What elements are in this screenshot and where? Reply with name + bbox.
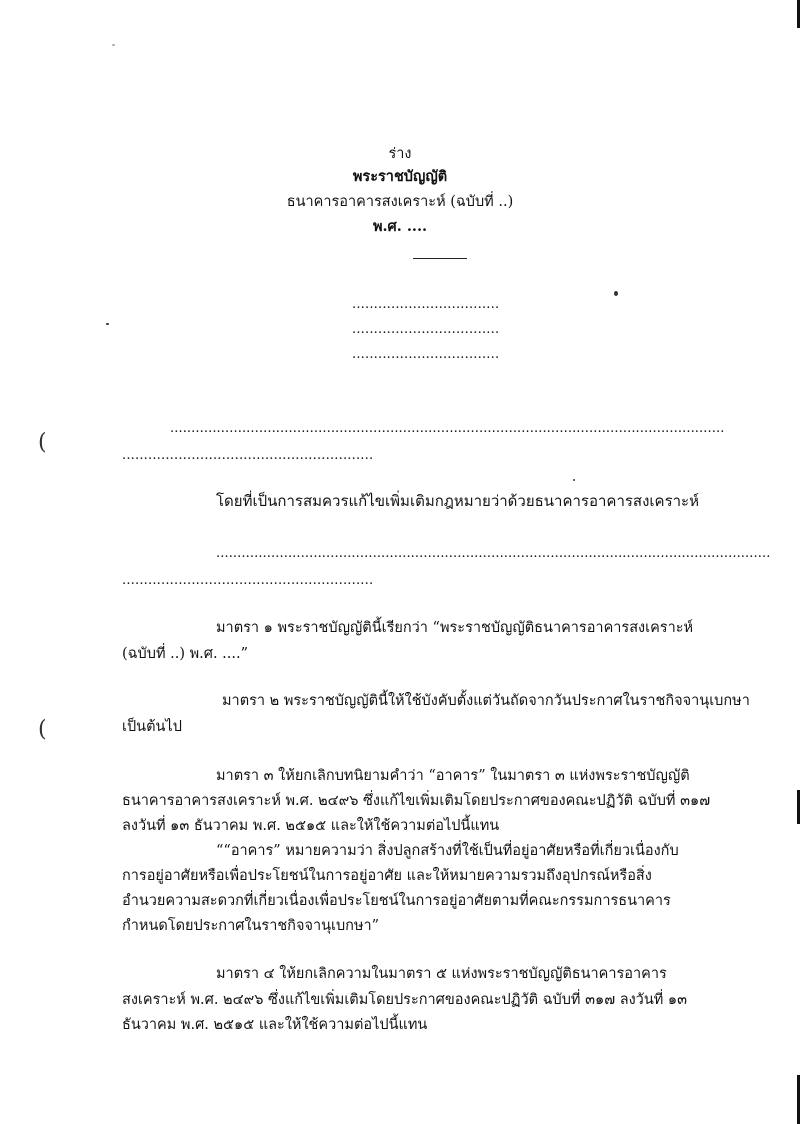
section-4-line-2: สงเคราะห์ พ.ศ. ๒๔๙๖ ซึ่งแก้ไขเพิ่มเติมโดยประกาศของคณะปฏิวัติ ฉบับที่ ๓๑๗ ลงวันที่ ๑๓	[122, 992, 688, 1008]
preamble-line-2: ..........................................................	[122, 448, 374, 463]
scan-speck	[106, 323, 109, 325]
section-3-line-6: อำนวยความสะดวกที่เกี่ยวเนื่องเพื่อประโยชน์ในการอยู่อาศัยตามที่คณะกรรมการธนาคาร	[122, 893, 671, 909]
section-4-line-1: มาตรา ๔ ให้ยกเลิกความในมาตรา ๕ แห่งพระราชบัญญัติธนาคารอาคาร	[216, 966, 667, 982]
section-3-line-3: ลงวันที่ ๑๓ ธันวาคม พ.ศ. ๒๕๑๕ และให้ใช้ความต่อไปนี้แทน	[122, 818, 500, 834]
preamble-line-4: ..........................................................	[122, 573, 374, 588]
section-2-line-2: เป็นต้นไป	[122, 719, 182, 735]
scan-speck	[614, 291, 618, 296]
signature-line-3: ..................................	[352, 347, 500, 362]
section-3-line-4: ““อาคาร” หมายความว่า สิ่งปลูกสร้างที่ใช้เป็นที่อยู่อาศัยหรือที่เกี่ยวเนื่องกับ	[216, 843, 679, 859]
act-title: พระราชบัญญัติ	[352, 168, 448, 185]
preamble-reason: โดยที่เป็นการสมควรแก้ไขเพิ่มเติมกฎหมายว่าด้วยธนาคารอาคารสงเคราะห์	[216, 492, 699, 510]
act-subtitle: ธนาคารอาคารสงเคราะห์ (ฉบับที่ ..)	[286, 194, 514, 210]
act-year: พ.ศ. ....	[372, 218, 428, 235]
scan-mark-paren-1: (	[38, 430, 47, 455]
title-divider	[413, 258, 467, 259]
scan-speck	[573, 479, 575, 481]
signature-line-2: ..................................	[352, 322, 500, 337]
section-3-line-1: มาตรา ๓ ให้ยกเลิกบทนิยามคำว่า “อาคาร” ในมาตรา ๓ แห่งพระราชบัญญัติ	[216, 768, 690, 784]
section-3-line-7: กำหนดโดยประกาศในราชกิจจานุเบกษา”	[122, 918, 380, 934]
section-3-line-2: ธนาคารอาคารสงเคราะห์ พ.ศ. ๒๔๙๖ ซึ่งแก้ไขเพิ่มเติมโดยประกาศของคณะปฏิวัติ ฉบับที่ ๓๑๗	[122, 793, 711, 809]
preamble-line-3: ...................................................................................................................................	[216, 546, 771, 561]
section-3-line-5: การอยู่อาศัยหรือเพื่อประโยชน์ในการอยู่อาศัย และให้หมายความรวมถึงอุปกรณ์หรือสิ่ง	[122, 868, 652, 884]
section-1-line-1: มาตรา ๑ พระราชบัญญัตินี้เรียกว่า “พระราชบัญญัติธนาคารอาคารสงเคราะห์	[216, 620, 694, 636]
preamble-line-1: ...................................................................................................................................	[170, 421, 725, 436]
section-1-line-2: (ฉบับที่ ..) พ.ศ. ....”	[122, 646, 249, 662]
section-4-line-3: ธันวาคม พ.ศ. ๒๕๑๕ และให้ใช้ความต่อไปนี้แทน	[122, 1017, 428, 1033]
signature-line-1: ..................................	[352, 297, 500, 312]
scan-mark-paren-2: (	[38, 717, 47, 742]
section-2-line-1: มาตรา ๒ พระราชบัญญัตินี้ให้ใช้บังคับตั้งแต่วันถัดจากวันประกาศในราชกิจจานุเบกษา	[222, 693, 750, 709]
draft-label: ร่าง	[388, 146, 412, 162]
scan-speck	[112, 44, 115, 46]
